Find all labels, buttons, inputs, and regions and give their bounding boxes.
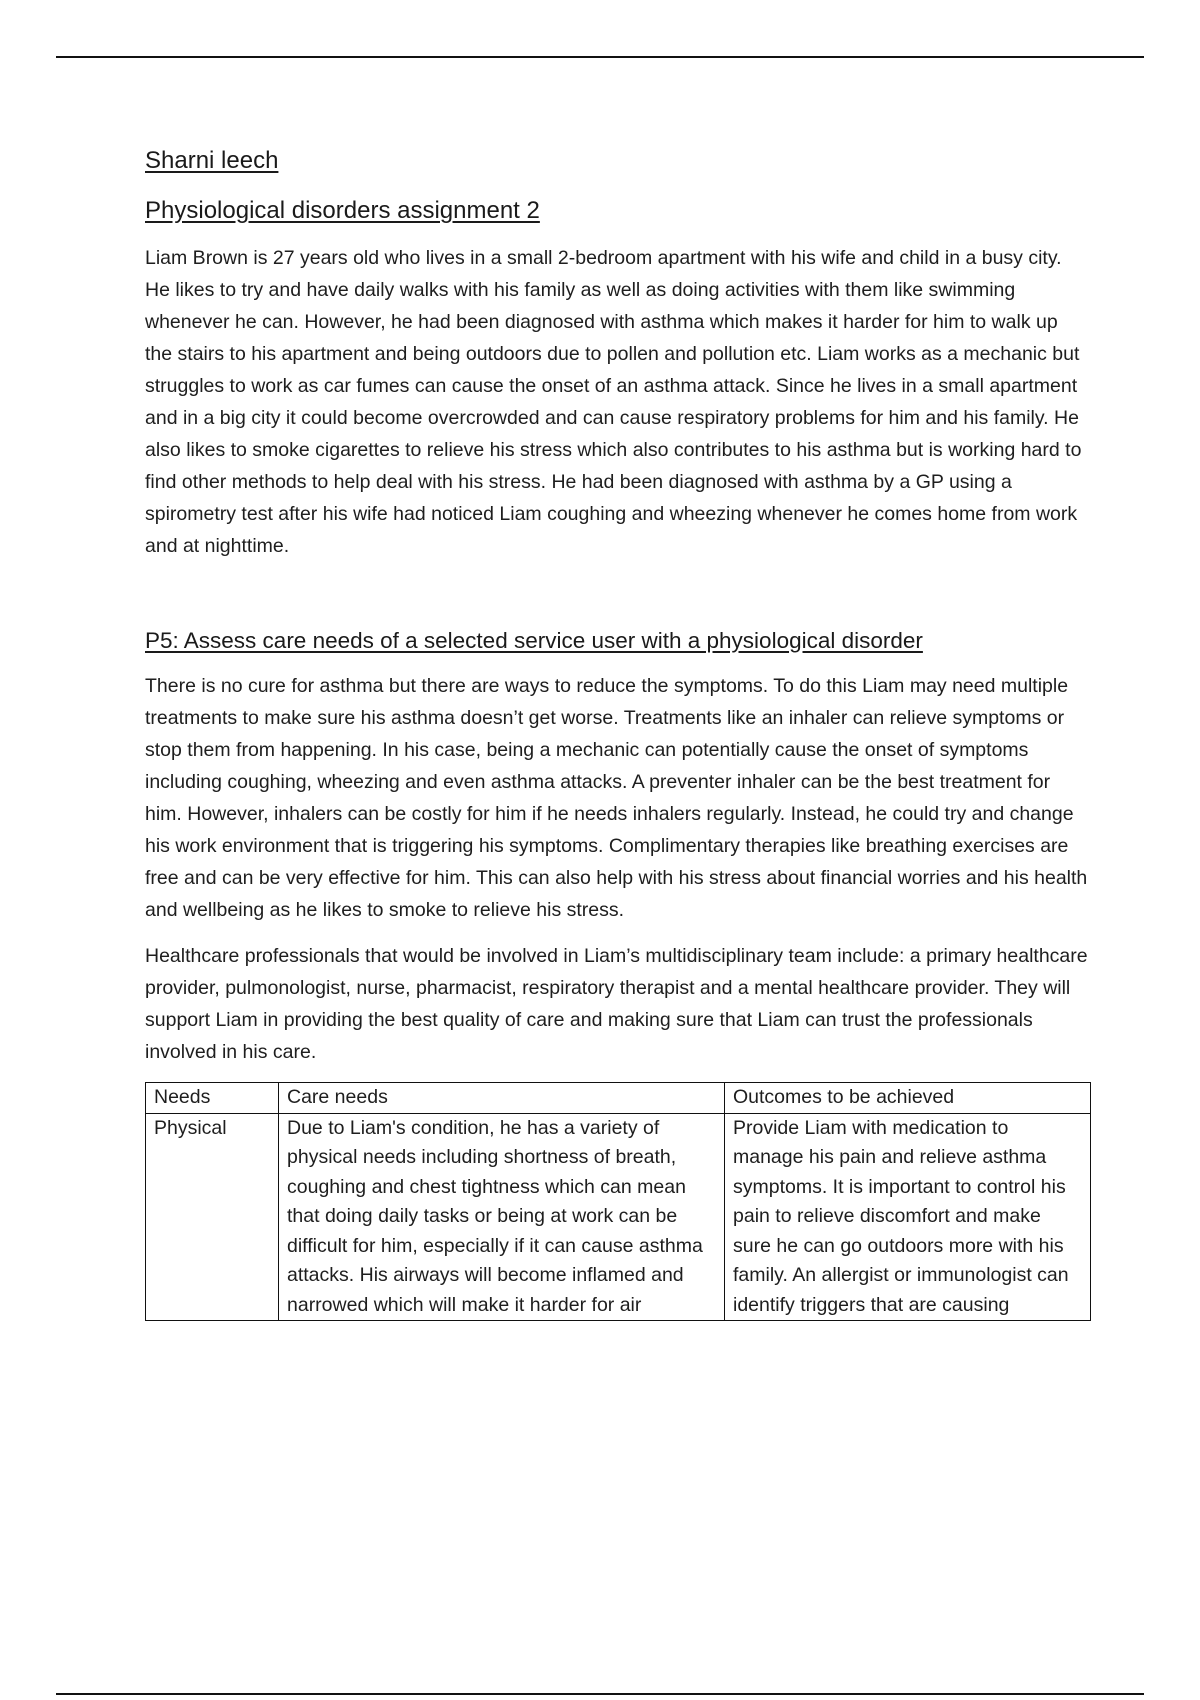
- table-header-row: [146, 1083, 1091, 1114]
- intro-paragraph: Liam Brown is 27 years old who lives in a small 2-bedroom apartment with his wife and child in a busy city. He likes to try and have daily walks with his family as well as doing activities with them like swimming whenever he can. However, he had been diagnosed with asthma which makes it harder for him to walk up the stairs to his apartment and being outdoors due to pollen and pollution etc. Liam works as a mechanic but struggles to work as car fumes can cause the onset of an asthma attack. Since he lives in a small apartment and in a big city it could become overcrowded and can cause respiratory problems for him and his family. He also likes to smoke cigarettes to relieve his stress which also contributes to his asthma but is working hard to find other methods to help deal with his stress. He had been diagnosed with asthma by a GP using a spirometry test after his wife had noticed Liam coughing and wheezing whenever he comes home from work and at nighttime.: [145, 247, 1082, 557]
- section-heading-p5: P5: Assess care needs of a selected service user with a physiological disorder: [145, 628, 923, 653]
- treatment-paragraph: There is no cure for asthma but there are ways to reduce the symptoms. To do this Liam may need multiple treatments to make sure his asthma doesn’t get worse. Treatments like an inhaler can relieve symptoms or stop them from happening. In his case, being a mechanic can potentially cause the onset of symptoms including coughing, wheezing and even asthma attacks. A preventer inhaler can be the best treatment for him. However, inhalers can be costly for him if he needs inhalers regularly. Instead, he could try and change his work environment that is triggering his symptoms. Complimentary therapies like breathing exercises are free and can be very effective for him. This can also help with his stress about financial worries and his health and wellbeing as he likes to smoke to relieve his stress.: [145, 675, 1088, 921]
- footer-rule: [56, 1693, 1144, 1695]
- cell-need: Physical: [146, 1113, 279, 1321]
- header-outcomes: Outcomes to be achieved: [725, 1083, 1091, 1114]
- document-body: [145, 146, 1090, 1321]
- author-name: Sharni leech: [145, 147, 279, 174]
- cell-outcomes: Provide Liam with medication to manage his pain and relieve asthma symptoms. It is important to control his pain to relieve discomfort and make sure he can go outdoors more with his family. An allergist or immunologist can identify triggers that are causing: [725, 1113, 1091, 1321]
- table-row: [146, 1113, 1091, 1321]
- header-care-needs: Care needs: [279, 1083, 725, 1114]
- header-rule: [56, 56, 1144, 58]
- cell-care-needs: Due to Liam's condition, he has a variety of physical needs including shortness of breath, coughing and chest tightness which can mean that doing daily tasks or being at work can be difficult for him, especially if it can cause asthma attacks. His airways will become inflamed and narrowed which will make it harder for air: [279, 1113, 725, 1321]
- assignment-title: Physiological disorders assignment 2: [145, 197, 540, 224]
- mdt-paragraph: Healthcare professionals that would be involved in Liam’s multidisciplinary team include: a primary healthcare provider, pulmonologist, nurse, pharmacist, respiratory therapist and a mental healthcare provider. They will support Liam in providing the best quality of care and making sure that Liam can trust the professionals involved in his care.: [145, 945, 1088, 1063]
- header-needs: Needs: [146, 1083, 279, 1114]
- care-needs-table: [145, 1082, 1091, 1321]
